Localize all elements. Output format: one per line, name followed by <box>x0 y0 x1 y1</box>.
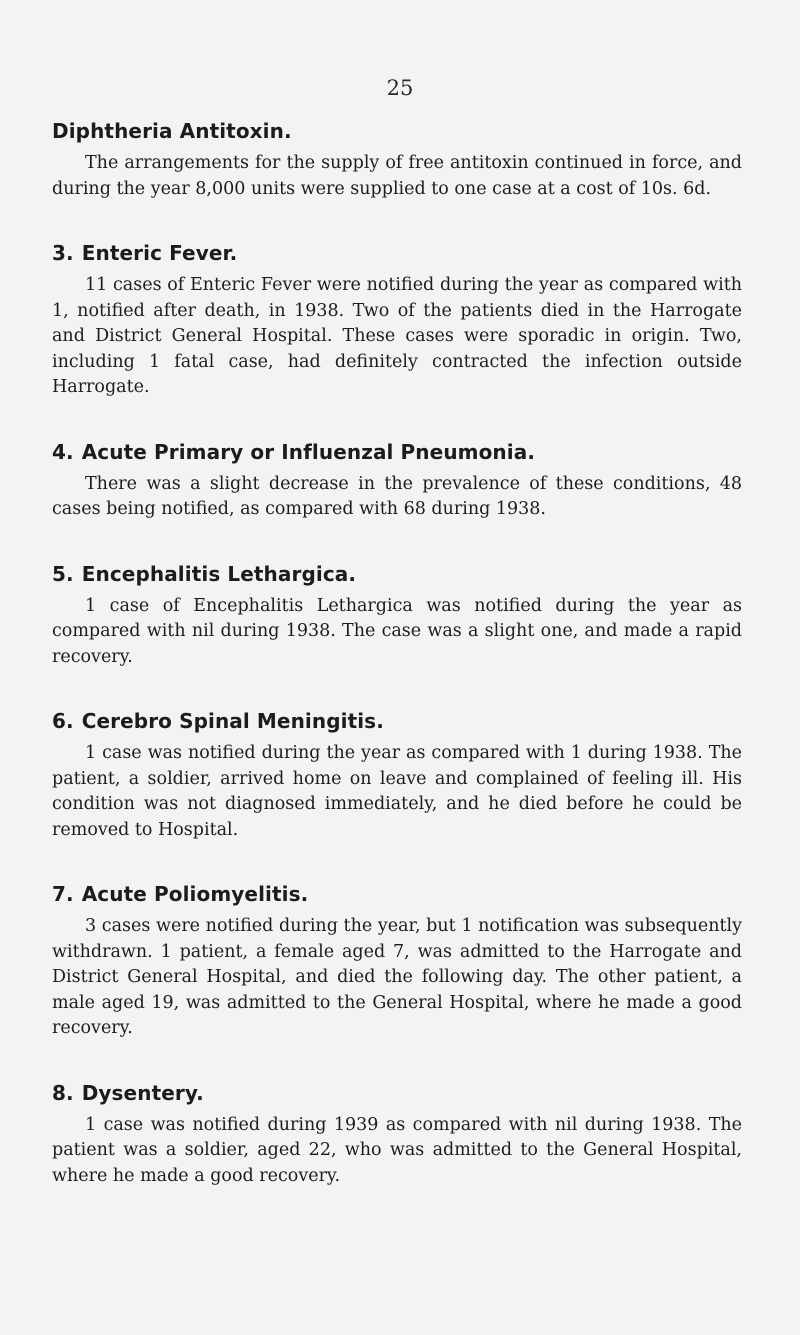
section-text: The arrangements for the supply of free antitoxin continued in force, and during the year 8,000 units were supplied to one case at a cost of 10s. 6d. <box>52 153 742 199</box>
section-text: 11 cases of Enteric Fever were notified during the year as compared with 1, notified after death, in 1938. Two of the patients died in the Harrogate and District General Hospital. These cases were sporadic in origin. Two, including 1 fatal case, had definitely contracted the infection outside Harrogate. <box>52 275 742 397</box>
section-text: 1 case of Encephalitis Lethargica was notified during the year as compared with nil during 1938. The case was a slight one, and made a rapid recovery. <box>52 595 742 667</box>
section-title: Enteric Fever. <box>81 241 238 265</box>
section-acute-poliomyelitis <box>52 881 742 1042</box>
section-number: 5. <box>52 561 74 586</box>
section-number: 4. <box>52 439 74 464</box>
section-title: Diphtheria Antitoxin. <box>52 119 292 143</box>
section-heading <box>52 118 742 144</box>
page-number: 25 <box>386 76 414 100</box>
section-heading <box>52 1080 742 1106</box>
section-text: There was a slight decrease in the prevalence of these conditions, 48 cases being notified, as compared with 68 during 1938. <box>52 473 742 519</box>
section-title: Dysentery. <box>81 1080 204 1105</box>
section-text: 1 case was notified during 1939 as compared with nil during 1938. The patient was a soldier, aged 22, who was admitted to the General Hospital, where he made a good recovery. <box>52 1114 742 1186</box>
section-encephalitis-lethargica <box>52 561 742 671</box>
section-text: 3 cases were notified during the year, but 1 notification was subsequently withdrawn. 1 patient, a female aged 7, was admitted to the Harrogate and District General Hospital, and died the following day. The other patient, a male aged 19, was admitted to the General Hospital, where he made a good recovery. <box>52 916 742 1038</box>
section-heading <box>52 561 742 587</box>
section-heading <box>52 439 742 465</box>
section-title: Encephalitis Lethargica. <box>81 561 357 586</box>
section-number: 8. <box>52 1080 74 1105</box>
section-enteric-fever <box>52 240 742 401</box>
document-body <box>52 118 742 1227</box>
section-heading <box>52 240 742 266</box>
section-cerebro-spinal-meningitis <box>52 708 742 843</box>
section-heading <box>52 708 742 734</box>
section-title: Acute Primary or Influenzal Pneumonia. <box>81 439 536 464</box>
section-number: 6. <box>52 709 74 733</box>
section-title: Acute Poliomyelitis. <box>81 882 309 906</box>
section-number: 3. <box>52 241 74 265</box>
section-title: Cerebro Spinal Meningitis. <box>81 709 384 733</box>
section-diphtheria-antitoxin <box>52 118 742 202</box>
section-pneumonia <box>52 439 742 523</box>
section-text: 1 case was notified during the year as compared with 1 during 1938. The patient, a soldier, arrived home on leave and complained of feeling ill. His condition was not diagnosed immediately, and he died before he could be removed to Hospital. <box>52 743 742 840</box>
section-number: 7. <box>52 882 74 906</box>
section-heading <box>52 881 742 907</box>
section-dysentery <box>52 1080 742 1190</box>
